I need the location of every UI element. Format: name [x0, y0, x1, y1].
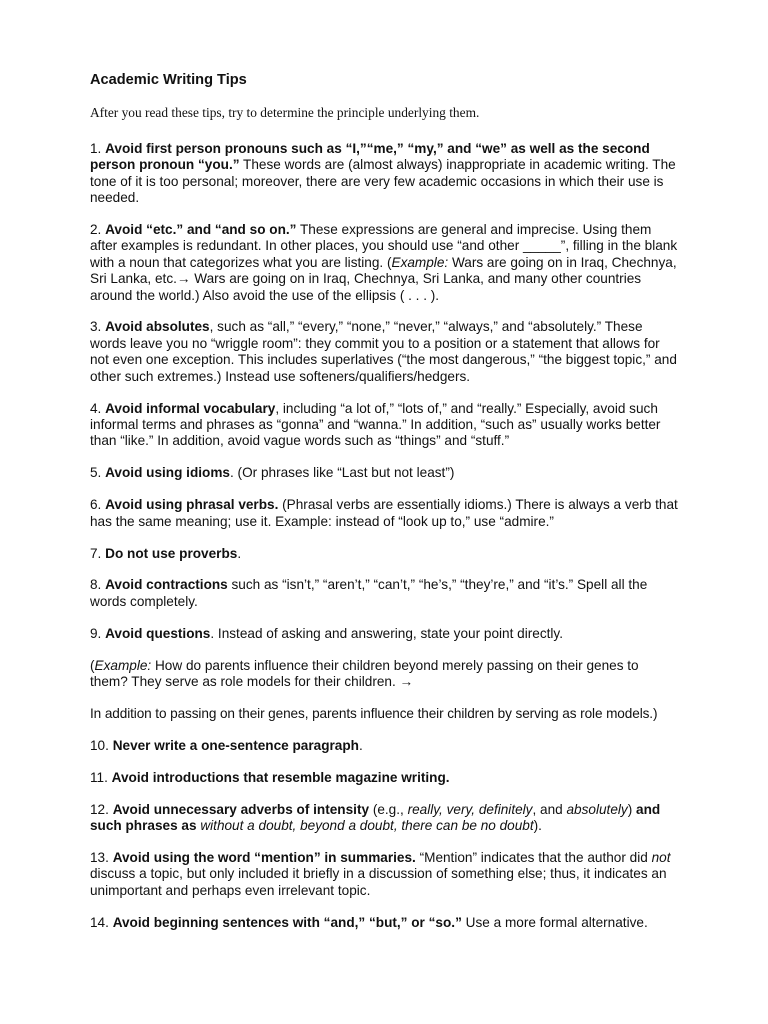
tip-number: 11. — [90, 769, 112, 785]
tip-number: 6. — [90, 497, 106, 513]
tip-3 — [90, 319, 680, 385]
tip-heading: Avoid informal vocabulary — [105, 400, 276, 416]
tip-body-cont: Wars are going on in Iraq, Chechnya, Sri Lanka, etc.→ Wars are going on in Iraq, Chechnya, Sri Lanka, and many other countries around the world.) Also avoid the use of the ellipsis ( . . . ). — [90, 254, 677, 303]
tip-body: “Mention” indicates that the author did — [415, 850, 652, 865]
tip-body: These expressions are general and imprecise. Using them after examples is redundant. In other places, you should use “and other _____”, filling in the blank with a noun that categorizes what you are listing. ( — [90, 221, 678, 270]
example-label: Example: — [94, 657, 152, 673]
tip-number: 14. — [90, 914, 113, 930]
paren-open: ( — [90, 657, 95, 673]
tip-heading: Avoid using idioms — [105, 465, 230, 481]
document-title: Academic Writing Tips — [90, 72, 247, 88]
tip-number: 7. — [90, 545, 106, 561]
tip-heading: Avoid contractions — [105, 577, 228, 593]
tip-13 — [90, 850, 680, 899]
tip-8 — [90, 577, 680, 610]
tip-heading: Avoid first person pronouns such as “I,”“me,” “my,” and “we” as well as the second person pronoun “you.” — [90, 140, 650, 173]
tip-14 — [90, 915, 680, 931]
tip-number: 4. — [90, 400, 106, 416]
tip-heading: Do not use proverbs — [105, 545, 238, 561]
tip-body: . — [237, 545, 242, 561]
tip-body: . Instead of asking and answering, state your point directly. — [210, 625, 563, 641]
tip-heading: Never write a one-sentence paragraph — [112, 737, 359, 753]
tip-number: 10. — [90, 737, 113, 753]
tip-heading: Avoid using the word “mention” in summaries. — [112, 850, 416, 865]
tip-number: 12. — [90, 801, 113, 817]
tip-9-example — [90, 658, 680, 691]
tip-9-example-rewrite: In addition to passing on their genes, parents influence their children by serving as role models.) — [90, 705, 658, 721]
example-phrases: without a doubt, beyond a doubt, there can be no doubt — [200, 818, 534, 834]
tip-body-cont: discuss a topic, but only included it briefly in a discussion of something else; thus, it indicates an unimportant and perhaps even irrelevant topic. — [90, 866, 667, 898]
example-text: How do parents influence their children beyond merely passing on their genes to them? They serve as role models for their children. → — [90, 657, 639, 690]
tip-body: , and — [532, 801, 567, 817]
tip-body: . (Or phrases like “Last but not least”) — [230, 465, 455, 481]
tip-number: 2. — [90, 221, 106, 237]
emphasis-not: not — [651, 850, 671, 865]
tip-9 — [90, 626, 680, 642]
tip-body: These words are (almost always) inappropriate in academic writing. The tone of it is too personal; moreover, there are very few academic occasions in which their use is needed. — [90, 157, 676, 206]
tip-heading: Avoid absolutes — [105, 319, 210, 335]
tip-number: 1. — [90, 140, 106, 156]
tip-heading: Avoid beginning sentences with “and,” “but,” or “so.” — [112, 914, 462, 930]
tip-6 — [90, 497, 680, 530]
tip-body: , including “a lot of,” “lots of,” and “really.” Especially, avoid such informal terms and phrases as “gonna” and “wanna.” In addition, “such as” usually works better than “like.” In addition, avoid vague words such as “things” and “stuff.” — [90, 400, 661, 449]
tip-heading: Avoid unnecessary adverbs of intensity — [112, 801, 370, 817]
tip-4 — [90, 401, 680, 450]
tip-1 — [90, 141, 680, 207]
tip-heading: Avoid using phrasal verbs. — [105, 497, 279, 513]
tip-number: 9. — [90, 625, 106, 641]
tip-body: . — [358, 737, 363, 753]
tip-7 — [90, 546, 680, 562]
tip-number: 8. — [90, 577, 106, 593]
tip-5 — [90, 465, 680, 481]
tip-heading: Avoid “etc.” and “and so on.” — [105, 221, 297, 237]
tip-number: 5. — [90, 465, 106, 481]
tip-heading: Avoid questions — [105, 625, 211, 641]
example-words: really, very, definitely — [407, 801, 533, 817]
tip-11 — [90, 770, 680, 786]
tip-number: 13. — [90, 850, 113, 865]
intro-paragraph: After you read these tips, try to determine the principle underlying them. — [90, 105, 480, 121]
tip-heading: Avoid introductions that resemble magazine writing. — [111, 769, 450, 785]
tip-body: ). — [533, 818, 542, 834]
tip-body: such as “isn’t,” “aren’t,” “can’t,” “he’s,” “they’re,” and “it’s.” Spell all the words completely. — [90, 577, 648, 609]
example-word: absolutely — [566, 801, 628, 817]
tip-12 — [90, 802, 680, 835]
tip-body: ) — [627, 801, 637, 817]
tip-body: (Phrasal verbs are essentially idioms.) There is always a verb that has the same meaning; use it. Example: instead of “look up to,” use “admire.” — [90, 497, 678, 529]
tip-number: 3. — [90, 319, 106, 335]
tip-heading-cont: and such phrases as — [90, 801, 661, 834]
example-label: Example: — [391, 254, 449, 270]
document-page — [90, 72, 680, 947]
tip-body: (e.g., — [369, 801, 408, 817]
tip-2 — [90, 222, 680, 304]
tip-10 — [90, 738, 680, 754]
tip-body: Use a more formal alternative. — [461, 914, 648, 930]
tip-body: , such as “all,” “every,” “none,” “never,” “always,” and “absolutely.” These words leave you no “wriggle room”: they commit you to a position or a statement that allows for not even one exception. This includes superlatives (“the most dangerous,” “the biggest topic,” and other such extremes.) Instead use softeners/qualifiers/hedgers. — [90, 319, 677, 384]
